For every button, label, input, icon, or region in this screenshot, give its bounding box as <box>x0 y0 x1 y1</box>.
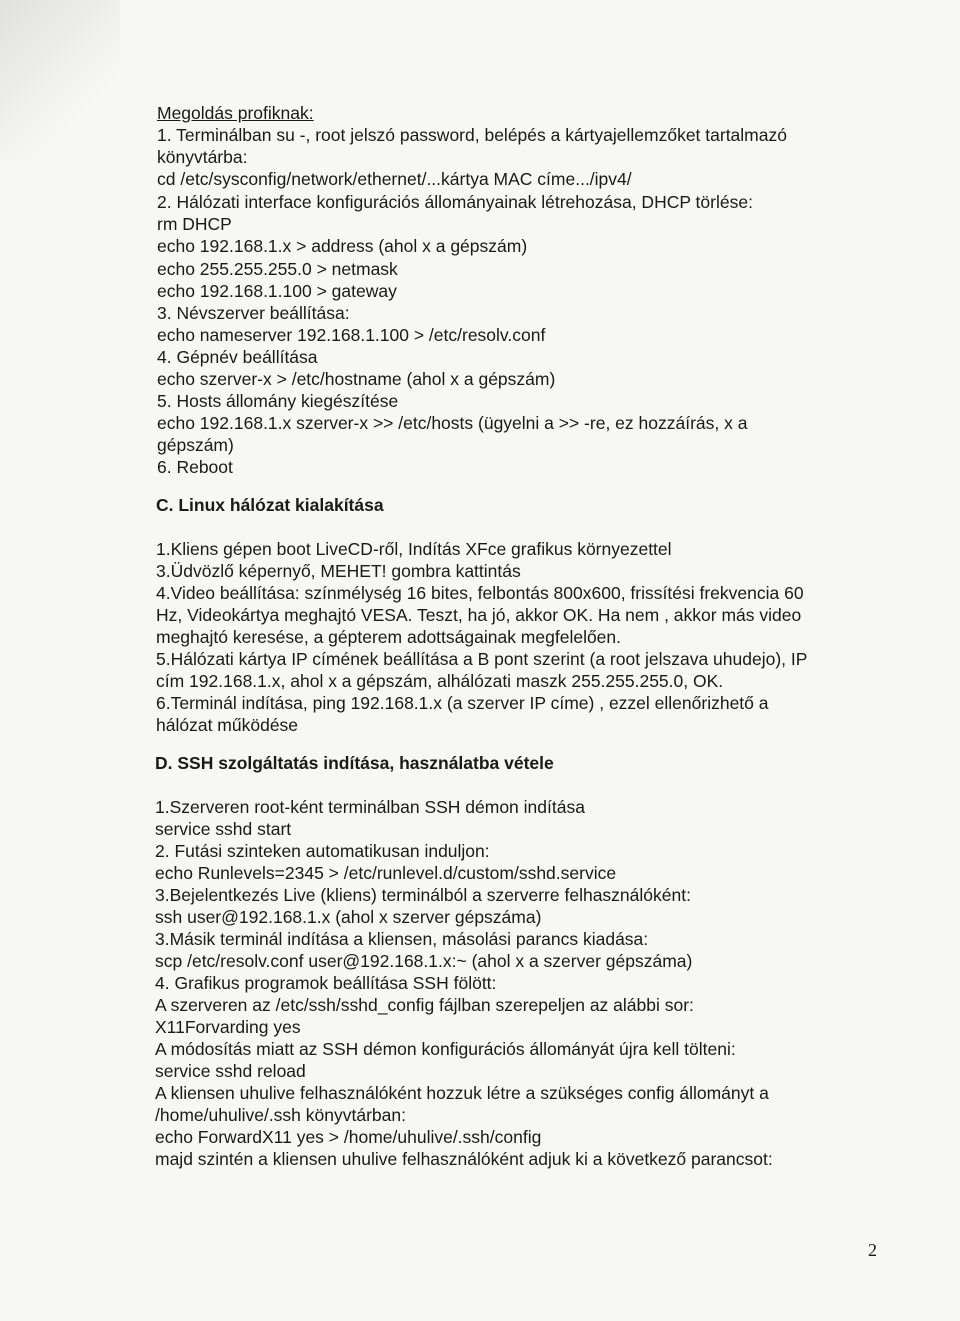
text-line: 2. Hálózati interface konfigurációs állományainak létrehozása, DHCP törlése: <box>157 192 753 212</box>
text-line: majd szintén a kliensen uhulive felhasználóként adjuk ki a következő parancsot: <box>155 1149 773 1169</box>
text-line: cím 192.168.1.x, ahol x a gépszám, alhálózati maszk 255.255.255.0, OK. <box>156 671 724 691</box>
text-line: hálózat működése <box>156 715 299 735</box>
text-line: 1.Kliens gépen boot LiveCD-ről, Indítás XFce grafikus környezettel <box>156 539 672 559</box>
scan-shadow <box>0 0 120 160</box>
text-line: echo szerver-x > /etc/hostname (ahol x a gépszám) <box>157 369 556 389</box>
text-line: echo 192.168.1.100 > gateway <box>157 281 397 301</box>
section-heading: D. SSH szolgáltatás indítása, használatba vétele <box>155 753 554 773</box>
text-line: 3.Másik terminál indítása a kliensen, másolási parancs kiadása: <box>155 929 649 949</box>
text-line: Hz, Videokártya meghajtó VESA. Teszt, ha jó, akkor OK. Ha nem , akkor más video <box>156 605 802 625</box>
text-line: /home/uhulive/.ssh könyvtárban: <box>155 1105 406 1125</box>
text-line: echo Runlevels=2345 > /etc/runlevel.d/custom/sshd.service <box>155 863 617 883</box>
text-line: service sshd start <box>155 819 292 839</box>
text-line: 3. Névszerver beállítása: <box>157 303 350 323</box>
text-line: 6.Terminál indítása, ping 192.168.1.x (a szerver IP címe) , ezzel ellenőrizhető a <box>156 693 769 713</box>
text-line: 3.Bejelentkezés Live (kliens) terminálból a szerverre felhasználóként: <box>155 885 691 905</box>
text-line: könyvtárba: <box>157 147 248 167</box>
text-line: A módosítás miatt az SSH démon konfigurációs állományát újra kell tölteni: <box>155 1039 736 1059</box>
text-line: echo nameserver 192.168.1.100 > /etc/resolv.conf <box>157 325 546 345</box>
text-line: echo 255.255.255.0 > netmask <box>157 259 398 279</box>
text-line: 4. Gépnév beállítása <box>157 347 318 367</box>
text-line: echo ForwardX11 yes > /home/uhulive/.ssh/config <box>155 1127 542 1147</box>
text-line: 2. Futási szinteken automatikusan induljon: <box>155 841 490 861</box>
text-line: gépszám) <box>157 435 234 455</box>
page-number: 2 <box>868 1240 877 1260</box>
text-line: 4. Grafikus programok beállítása SSH fölött: <box>155 973 497 993</box>
text-line: Megoldás profiknak: <box>157 103 314 123</box>
text-line: meghajtó keresése, a gépterem adottságainak megfelelően. <box>156 627 622 647</box>
text-line: 1.Szerveren root-ként terminálban SSH démon indítása <box>155 797 585 817</box>
text-line: 5.Hálózati kártya IP címének beállítása a B pont szerint (a root jelszava uhudejo), IP <box>156 649 808 669</box>
section-heading: C. Linux hálózat kialakítása <box>156 495 384 515</box>
text-line: A szerveren az /etc/ssh/sshd_config fájlban szerepeljen az alábbi sor: <box>155 995 694 1015</box>
text-line: 3.Üdvözlő képernyő, MEHET! gombra kattintás <box>156 561 521 581</box>
text-line: scp /etc/resolv.conf user@192.168.1.x:~ (ahol x a szerver gépszáma) <box>155 951 693 971</box>
text-line: ssh user@192.168.1.x (ahol x szerver gépszáma) <box>155 907 542 927</box>
text-line: X11Forvarding yes <box>155 1017 301 1037</box>
text-line: echo 192.168.1.x > address (ahol x a gépszám) <box>157 236 528 256</box>
text-line: 4.Video beállítása: színmélység 16 bites, felbontás 800x600, frissítési frekvencia 60 <box>156 583 804 603</box>
text-line: rm DHCP <box>157 214 232 234</box>
text-line: 5. Hosts állomány kiegészítése <box>157 391 399 411</box>
text-line: A kliensen uhulive felhasználóként hozzuk létre a szükséges config állományt a <box>155 1083 769 1103</box>
text-line: cd /etc/sysconfig/network/ethernet/...kártya MAC címe.../ipv4/ <box>157 169 632 189</box>
text-line: 6. Reboot <box>157 457 233 477</box>
text-line: service sshd reload <box>155 1061 306 1081</box>
text-line: echo 192.168.1.x szerver-x >> /etc/hosts (ügyelni a >> -re, ez hozzáírás, x a <box>157 413 748 433</box>
text-line: 1. Terminálban su -, root jelszó password, belépés a kártyajellemzőket tartalmazó <box>157 125 787 145</box>
